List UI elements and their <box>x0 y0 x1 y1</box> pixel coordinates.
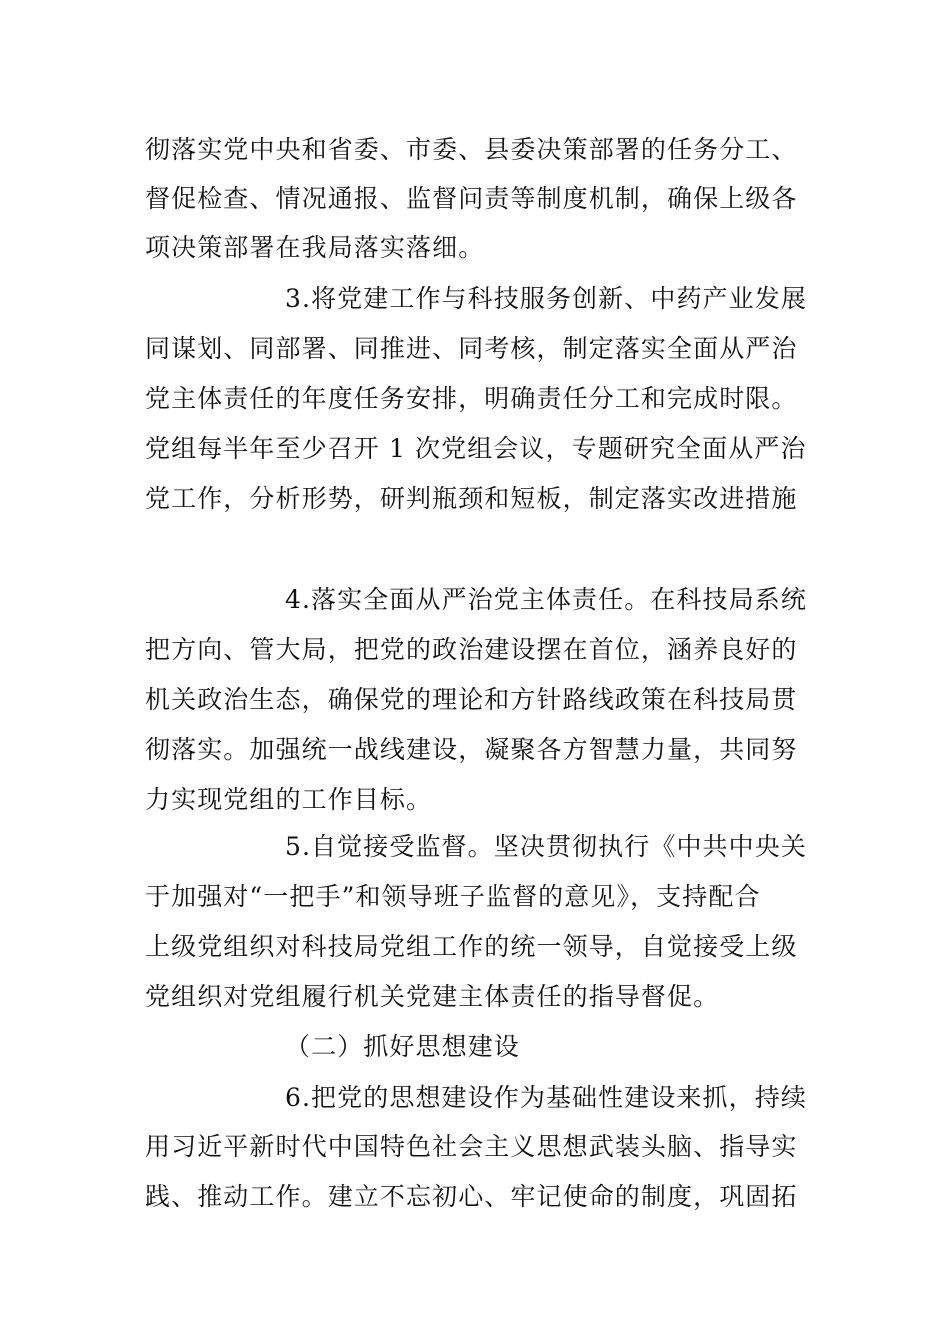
paragraph-start-6: 6.把党的思想建设作为基础性建设来抓，持续 <box>285 1083 807 1112</box>
text-line: 机关政治生态，确保党的理论和方针路线政策在科技局贯 <box>145 685 798 714</box>
text-line: 党组每半年至少召开 1 次党组会议，专题研究全面从严治 <box>145 434 807 463</box>
paragraph-start-4: 4.落实全面从严治党主体责任。在科技局系统 <box>285 585 807 614</box>
text-line: 把方向、管大局，把党的政治建设摆在首位，涵养良好的 <box>145 635 798 664</box>
text-line: 于加强对“一把手”和领导班子监督的意见》，支持配合 <box>145 882 761 911</box>
section-heading: （二）抓好思想建设 <box>285 1032 520 1061</box>
text-line: 项决策部署在我局落实落细。 <box>145 233 485 262</box>
text-line: 彻落实党中央和省委、市委、县委决策部署的任务分工、 <box>145 135 798 164</box>
text-line: 上级党组织对科技局党组工作的统一领导，自觉接受上级 <box>145 932 798 961</box>
text-line: 党组织对党组履行机关党建主体责任的指导督促。 <box>145 982 720 1011</box>
text-line: 党工作，分析形势，研判瓶颈和短板，制定落实改进措施 <box>145 484 798 513</box>
text-line: 用习近平新时代中国特色社会主义思想武装头脑、指导实 <box>145 1132 798 1161</box>
text-line: 彻落实。加强统一战线建设，凝聚各方智慧力量，共同努 <box>145 735 798 764</box>
text-line: 同谋划、同部署、同推进、同考核，制定落实全面从严治 <box>145 334 798 363</box>
text-line: 党主体责任的年度任务安排，明确责任分工和完成时限。 <box>145 384 798 413</box>
text-line: 督促检查、情况通报、监督问责等制度机制，确保上级各 <box>145 184 798 213</box>
paragraph-start-3: 3.将党建工作与科技服务创新、中药产业发展 <box>285 284 807 313</box>
text-line: 践、推动工作。建立不忘初心、牢记使命的制度，巩固拓 <box>145 1182 798 1211</box>
text-line: 力实现党组的工作目标。 <box>145 785 433 814</box>
paragraph-start-5: 5.自觉接受监督。坚决贯彻执行《中共中央关 <box>285 832 807 861</box>
